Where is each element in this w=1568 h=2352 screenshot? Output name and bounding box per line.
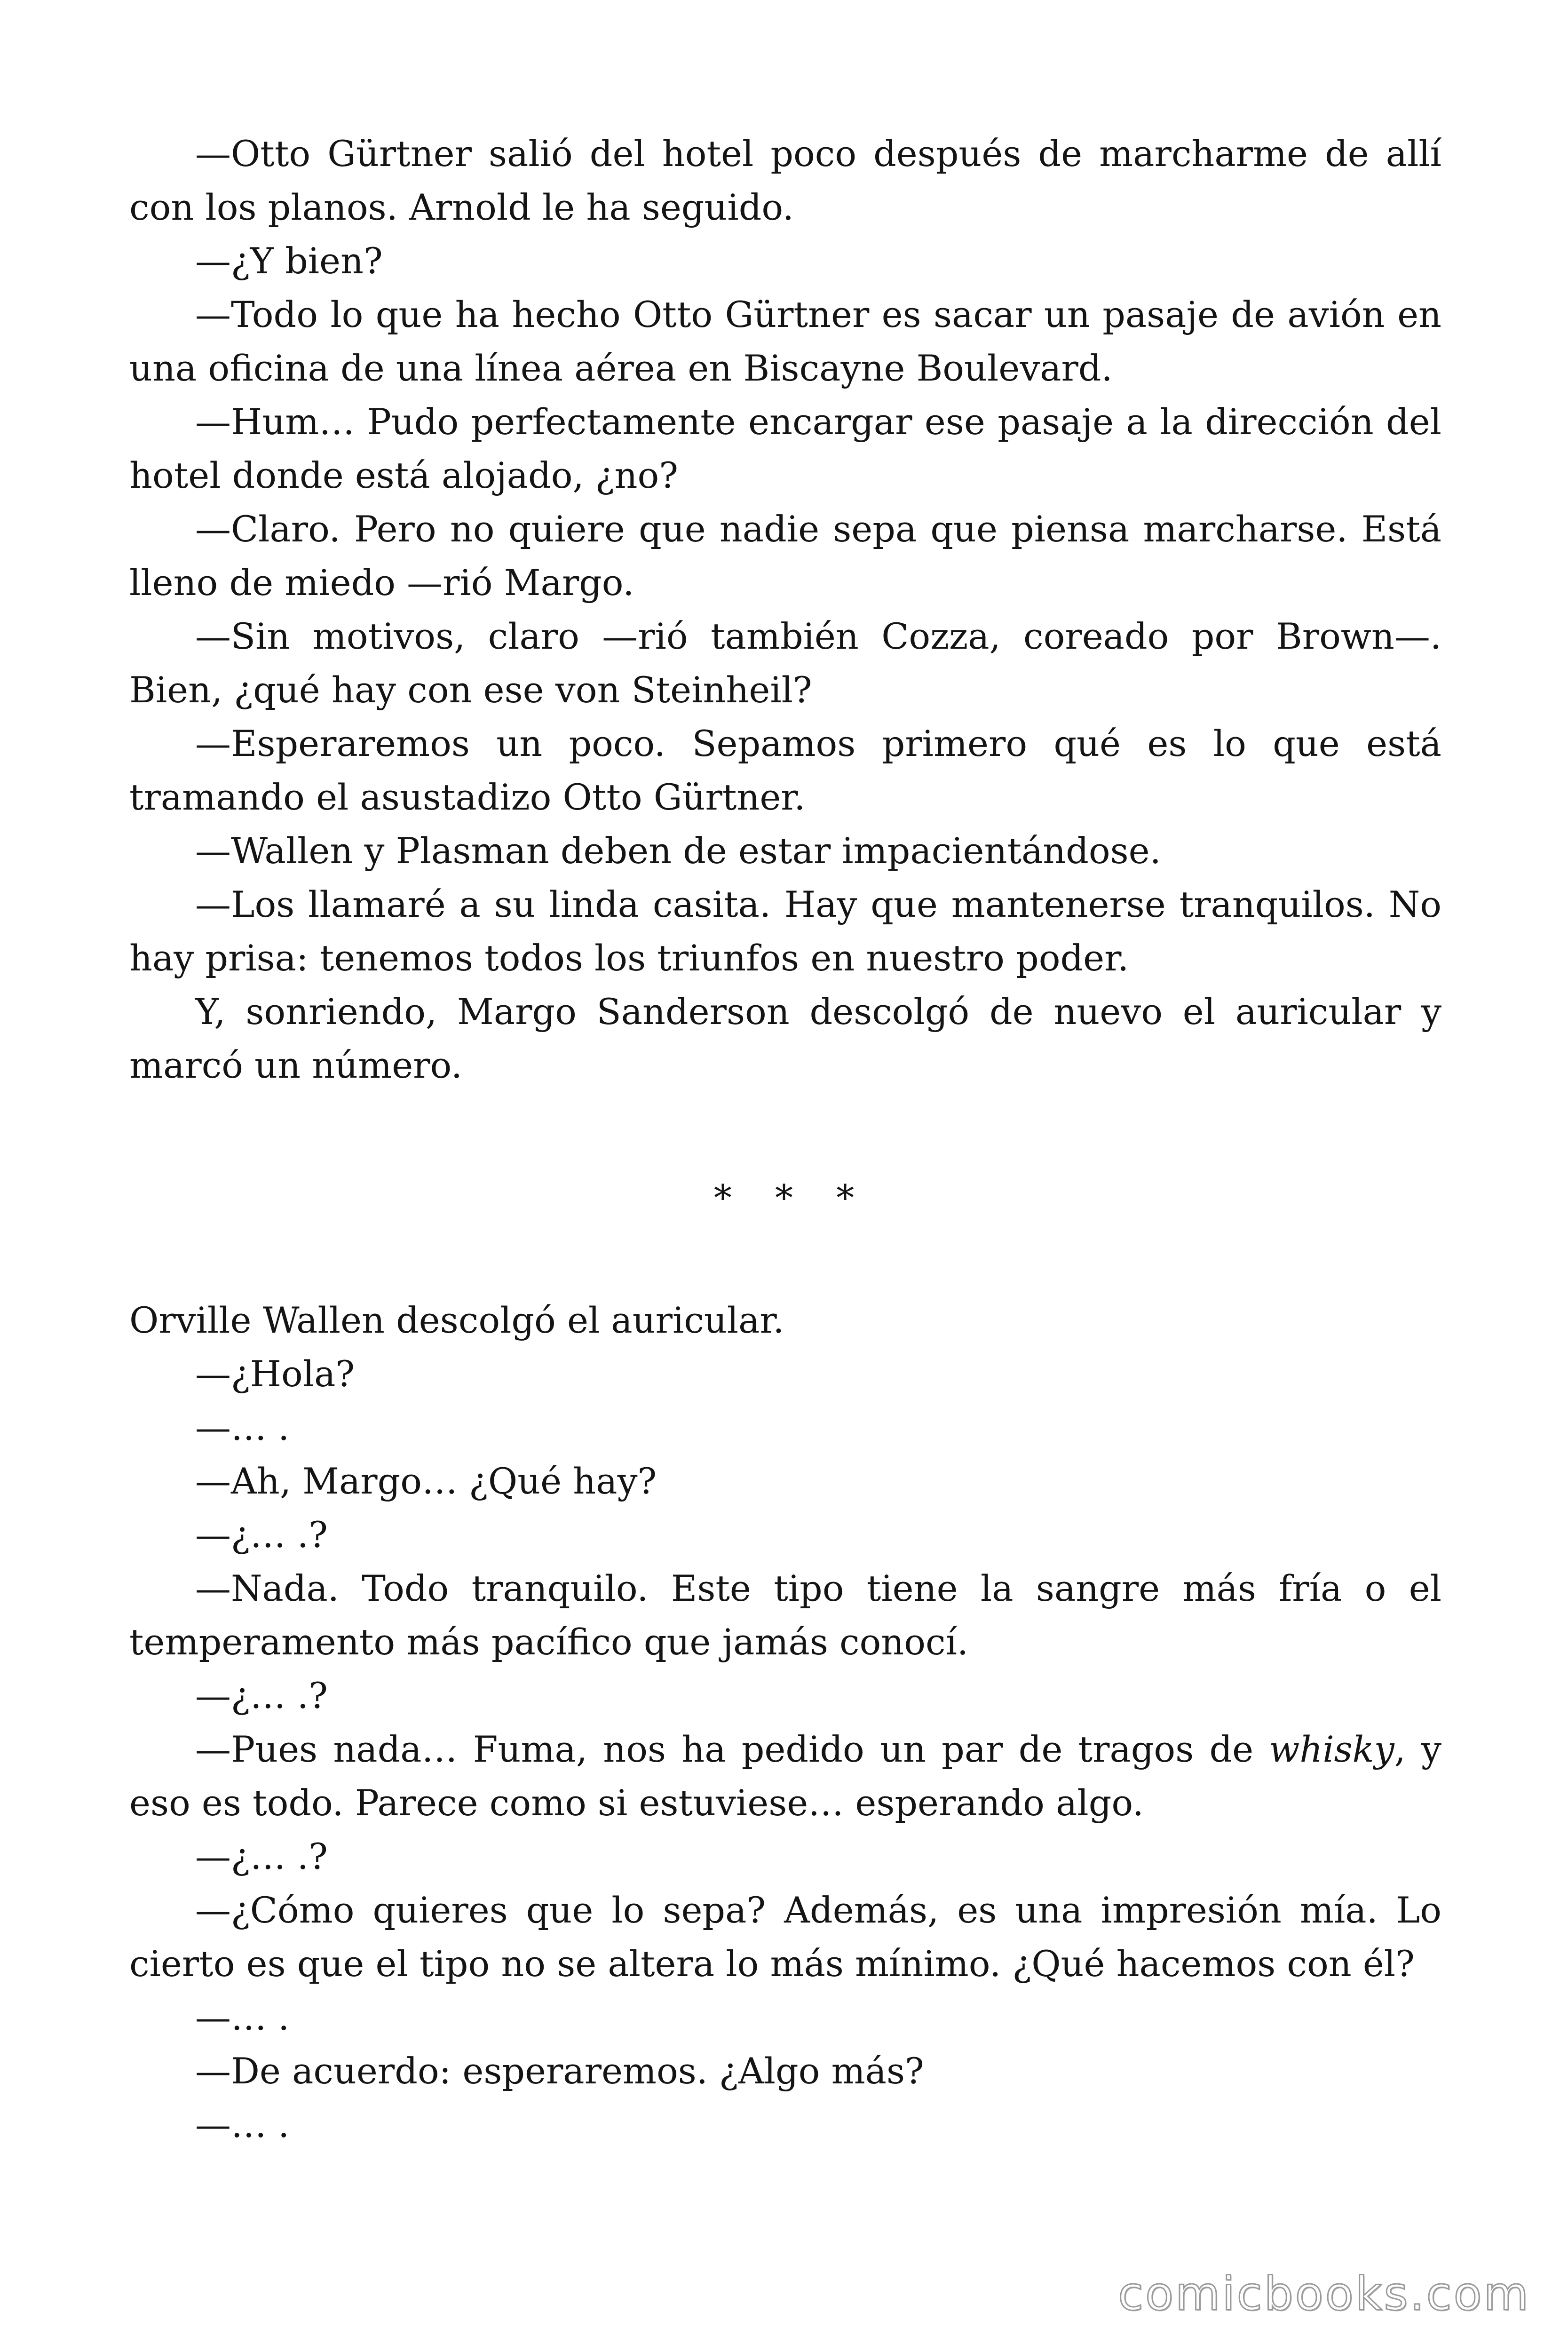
section-two-text bbox=[129, 1294, 1441, 2152]
paragraph: —Nada. Todo tranquilo. Este tipo tiene la sangre más fría o el temperamento más pacífico que jamás conocí. bbox=[129, 1567, 1441, 1663]
paragraph: —¿Y bien? bbox=[195, 240, 383, 282]
paragraph: —Hum… Pudo perfectamente encargar ese pasaje a la dirección del hotel donde está alojado, ¿no? bbox=[129, 401, 1441, 496]
paragraph: —… . bbox=[195, 2104, 290, 2145]
paragraph: —… . bbox=[195, 1406, 290, 1448]
italic-word: whisky bbox=[1269, 1728, 1394, 1770]
watermark-logo: comicbooks.com bbox=[1118, 2267, 1530, 2321]
paragraph: —Todo lo que ha hecho Otto Gürtner es sacar un pasaje de avión en una oficina de una línea aérea en Biscayne Boulevard. bbox=[129, 294, 1441, 389]
section-separator: * * * bbox=[713, 1177, 871, 1219]
paragraph: —Esperaremos un poco. Sepamos primero qué es lo que está tramando el asustadizo Otto Gürtner. bbox=[129, 723, 1441, 818]
paragraph: —… . bbox=[195, 1996, 290, 2038]
paragraph: Y, sonriendo, Margo Sanderson descolgó de nuevo el auricular y marcó un número. bbox=[129, 991, 1441, 1086]
paragraph: —¿… .? bbox=[195, 1514, 328, 1556]
paragraph-text: —Pues nada… Fuma, nos ha pedido un par de tragos de bbox=[195, 1728, 1269, 1770]
section-one-text bbox=[129, 127, 1441, 1092]
paragraph-text: , y eso es todo. Parece como si estuviese… esperando algo. bbox=[129, 1728, 1441, 1824]
paragraph: —Wallen y Plasman deben de estar impacientándose. bbox=[195, 830, 1161, 872]
opening-paragraph: Orville Wallen descolgó el auricular. bbox=[129, 1299, 784, 1341]
paragraph: —¿Cómo quieres que lo sepa? Además, es una impresión mía. Lo cierto es que el tipo no se altera lo más mínimo. ¿Qué hacemos con él? bbox=[129, 1889, 1441, 1985]
paragraph: —¿Hola? bbox=[195, 1353, 355, 1395]
paragraph: —De acuerdo: esperaremos. ¿Algo más? bbox=[195, 2050, 924, 2092]
paragraph: —Claro. Pero no quiere que nadie sepa que piensa marcharse. Está lleno de miedo —rió Margo. bbox=[129, 508, 1441, 604]
paragraph: —Los llamaré a su linda casita. Hay que mantenerse tranquilos. No hay prisa: tenemos todos los triunfos en nuestro poder. bbox=[129, 883, 1441, 979]
paragraph: —Ah, Margo… ¿Qué hay? bbox=[195, 1460, 657, 1502]
paragraph: —Otto Gürtner salió del hotel poco después de marcharme de allí con los planos. Arnold le ha seguido. bbox=[129, 133, 1441, 228]
paragraph: —Sin motivos, claro —rió también Cozza, coreado por Brown—. Bien, ¿qué hay con ese von Steinheil? bbox=[129, 615, 1441, 711]
paragraph-with-italic bbox=[129, 1723, 1441, 1830]
paragraph: —¿… .? bbox=[195, 1836, 328, 1877]
paragraph: —¿… .? bbox=[195, 1675, 328, 1716]
